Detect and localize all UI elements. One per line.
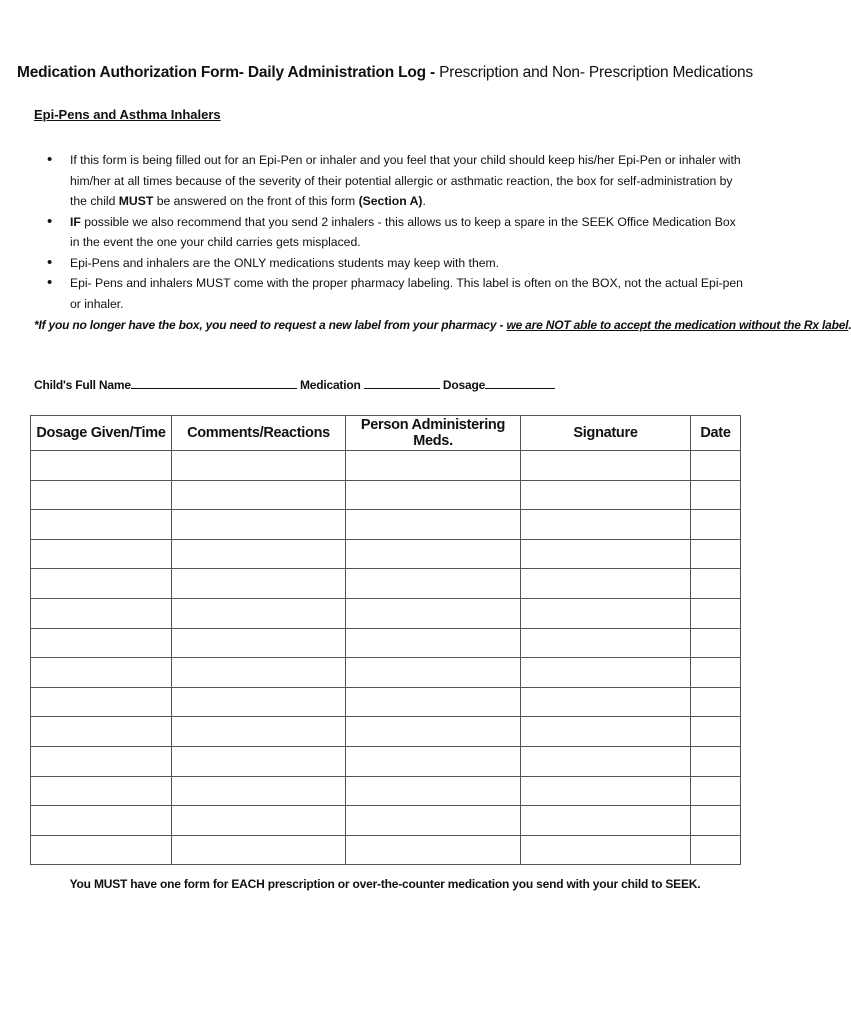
list-item: [34, 212, 746, 253]
log-cell[interactable]: [172, 776, 346, 806]
log-cell[interactable]: [31, 539, 172, 569]
log-cell[interactable]: [346, 539, 521, 569]
log-cell[interactable]: [691, 480, 741, 510]
log-cell[interactable]: [346, 746, 521, 776]
log-cell[interactable]: [346, 598, 521, 628]
log-cell[interactable]: [346, 628, 521, 658]
table-row: [31, 480, 741, 510]
form-title: [0, 64, 770, 82]
form-title-main: Medication Authorization Form- Daily Administration Log -: [17, 64, 440, 81]
header-comments: Comments/Reactions: [172, 416, 346, 451]
log-cell[interactable]: [346, 717, 521, 747]
section-heading: Epi-Pens and Asthma Inhalers: [34, 107, 221, 122]
bullet-emphasis: MUST: [118, 194, 154, 208]
form-title-sub: Prescription and Non- Prescription Medications: [439, 64, 753, 81]
log-cell[interactable]: [31, 569, 172, 599]
log-cell[interactable]: [691, 717, 741, 747]
log-cell[interactable]: [31, 451, 172, 481]
log-cell[interactable]: [691, 835, 741, 865]
log-cell[interactable]: [691, 687, 741, 717]
log-cell[interactable]: [31, 628, 172, 658]
log-cell[interactable]: [521, 658, 691, 688]
log-cell[interactable]: [691, 776, 741, 806]
header-dosage-time: Dosage Given/Time: [31, 416, 172, 451]
log-cell[interactable]: [346, 687, 521, 717]
dosage-field[interactable]: [485, 377, 555, 389]
table-row: [31, 569, 741, 599]
log-cell[interactable]: [691, 569, 741, 599]
log-cell[interactable]: [521, 480, 691, 510]
dosage-label: Dosage: [442, 378, 486, 392]
log-cell[interactable]: [172, 658, 346, 688]
log-cell[interactable]: [521, 687, 691, 717]
log-cell[interactable]: [172, 835, 346, 865]
log-cell[interactable]: [521, 717, 691, 747]
header-date: Date: [691, 416, 741, 451]
log-cell[interactable]: [521, 510, 691, 540]
log-cell[interactable]: [31, 835, 172, 865]
table-row: [31, 746, 741, 776]
table-row: [31, 539, 741, 569]
log-cell[interactable]: [691, 539, 741, 569]
log-cell[interactable]: [521, 835, 691, 865]
table-row: [31, 628, 741, 658]
log-cell[interactable]: [172, 451, 346, 481]
medication-label: Medication: [299, 378, 361, 392]
log-cell[interactable]: [346, 776, 521, 806]
log-cell[interactable]: [346, 806, 521, 836]
log-cell[interactable]: [521, 539, 691, 569]
list-item: [34, 150, 746, 212]
log-cell[interactable]: [346, 451, 521, 481]
log-cell[interactable]: [172, 746, 346, 776]
bullet-emphasis: IF: [70, 214, 81, 229]
bullet-text: If this form is being filled out for an Epi-Pen or inhaler and you feel that your child should keep his/her Epi-Pen or inhaler with him/her at all times because of the severity of their potential allergic or asthmatic reaction, the box for self-administration by the child: [70, 153, 741, 208]
log-cell[interactable]: [31, 717, 172, 747]
table-row: [31, 451, 741, 481]
log-cell[interactable]: [346, 658, 521, 688]
log-cell[interactable]: [521, 806, 691, 836]
table-row: [31, 806, 741, 836]
log-cell[interactable]: [172, 480, 346, 510]
log-cell[interactable]: [346, 835, 521, 865]
log-cell[interactable]: [31, 687, 172, 717]
bullet-text: Epi-Pens and inhalers are the ONLY medications students may keep with them.: [70, 255, 500, 270]
log-cell[interactable]: [346, 510, 521, 540]
bullet-text: possible we also recommend that you send 2 inhalers - this allows us to keep a spare in the SEEK Office Medication Box in the event the one your child carries gets misplaced.: [70, 214, 736, 249]
log-cell[interactable]: [31, 776, 172, 806]
log-cell[interactable]: [172, 806, 346, 836]
table-row: [31, 658, 741, 688]
log-cell[interactable]: [31, 510, 172, 540]
log-cell[interactable]: [172, 510, 346, 540]
log-cell[interactable]: [346, 569, 521, 599]
header-signature: Signature: [521, 416, 691, 451]
info-fields: [34, 377, 555, 392]
log-cell[interactable]: [31, 658, 172, 688]
table-row: [31, 510, 741, 540]
log-cell[interactable]: [691, 806, 741, 836]
log-cell[interactable]: [31, 598, 172, 628]
table-row: [31, 776, 741, 806]
instructions-list: [34, 150, 746, 314]
log-cell[interactable]: [521, 451, 691, 481]
log-cell[interactable]: [691, 510, 741, 540]
log-cell[interactable]: [346, 480, 521, 510]
child-name-label: Child's Full Name: [34, 378, 131, 392]
log-cell[interactable]: [691, 658, 741, 688]
footer-note: You MUST have one form for EACH prescription or over-the-counter medication you send with your child to SEEK.: [69, 877, 701, 891]
note-underlined: we are NOT able to accept the medication without the Rx label: [506, 318, 849, 332]
log-cell[interactable]: [172, 687, 346, 717]
list-item: [34, 253, 746, 274]
table-row: [31, 717, 741, 747]
log-cell[interactable]: [172, 717, 346, 747]
log-cell[interactable]: [521, 746, 691, 776]
log-cell[interactable]: [691, 598, 741, 628]
log-cell[interactable]: [691, 746, 741, 776]
medication-field[interactable]: [364, 377, 440, 389]
header-person: Person Administering Meds.: [346, 416, 521, 451]
log-cell[interactable]: [691, 451, 741, 481]
log-cell[interactable]: [31, 806, 172, 836]
log-cell[interactable]: [521, 598, 691, 628]
child-name-field[interactable]: [131, 377, 297, 389]
note-text: *If you no longer have the box, you need to request a new label from your pharmacy -: [34, 318, 507, 332]
bullet-text: Epi- Pens and inhalers MUST come with the proper pharmacy labeling. This label is often on the BOX, not the actual Epi-pen or inhaler.: [70, 276, 743, 311]
log-cell[interactable]: [691, 628, 741, 658]
table-header-row: [31, 416, 741, 451]
log-cell[interactable]: [172, 539, 346, 569]
table-row: [31, 835, 741, 865]
log-cell[interactable]: [521, 776, 691, 806]
administration-log-table: [30, 415, 741, 865]
log-cell[interactable]: [521, 628, 691, 658]
list-item: [34, 273, 746, 314]
bullet-text: be answered on the front of this form: [153, 194, 359, 208]
log-cell[interactable]: [172, 598, 346, 628]
rx-label-note: [34, 318, 849, 332]
log-cell[interactable]: [172, 569, 346, 599]
table-body: [31, 451, 741, 865]
log-cell[interactable]: [172, 628, 346, 658]
table-row: [31, 687, 741, 717]
log-cell[interactable]: [521, 569, 691, 599]
log-cell[interactable]: [31, 746, 172, 776]
table-row: [31, 598, 741, 628]
bullet-text: .: [422, 194, 426, 208]
bullet-emphasis: (Section A): [358, 194, 423, 208]
log-cell[interactable]: [31, 480, 172, 510]
